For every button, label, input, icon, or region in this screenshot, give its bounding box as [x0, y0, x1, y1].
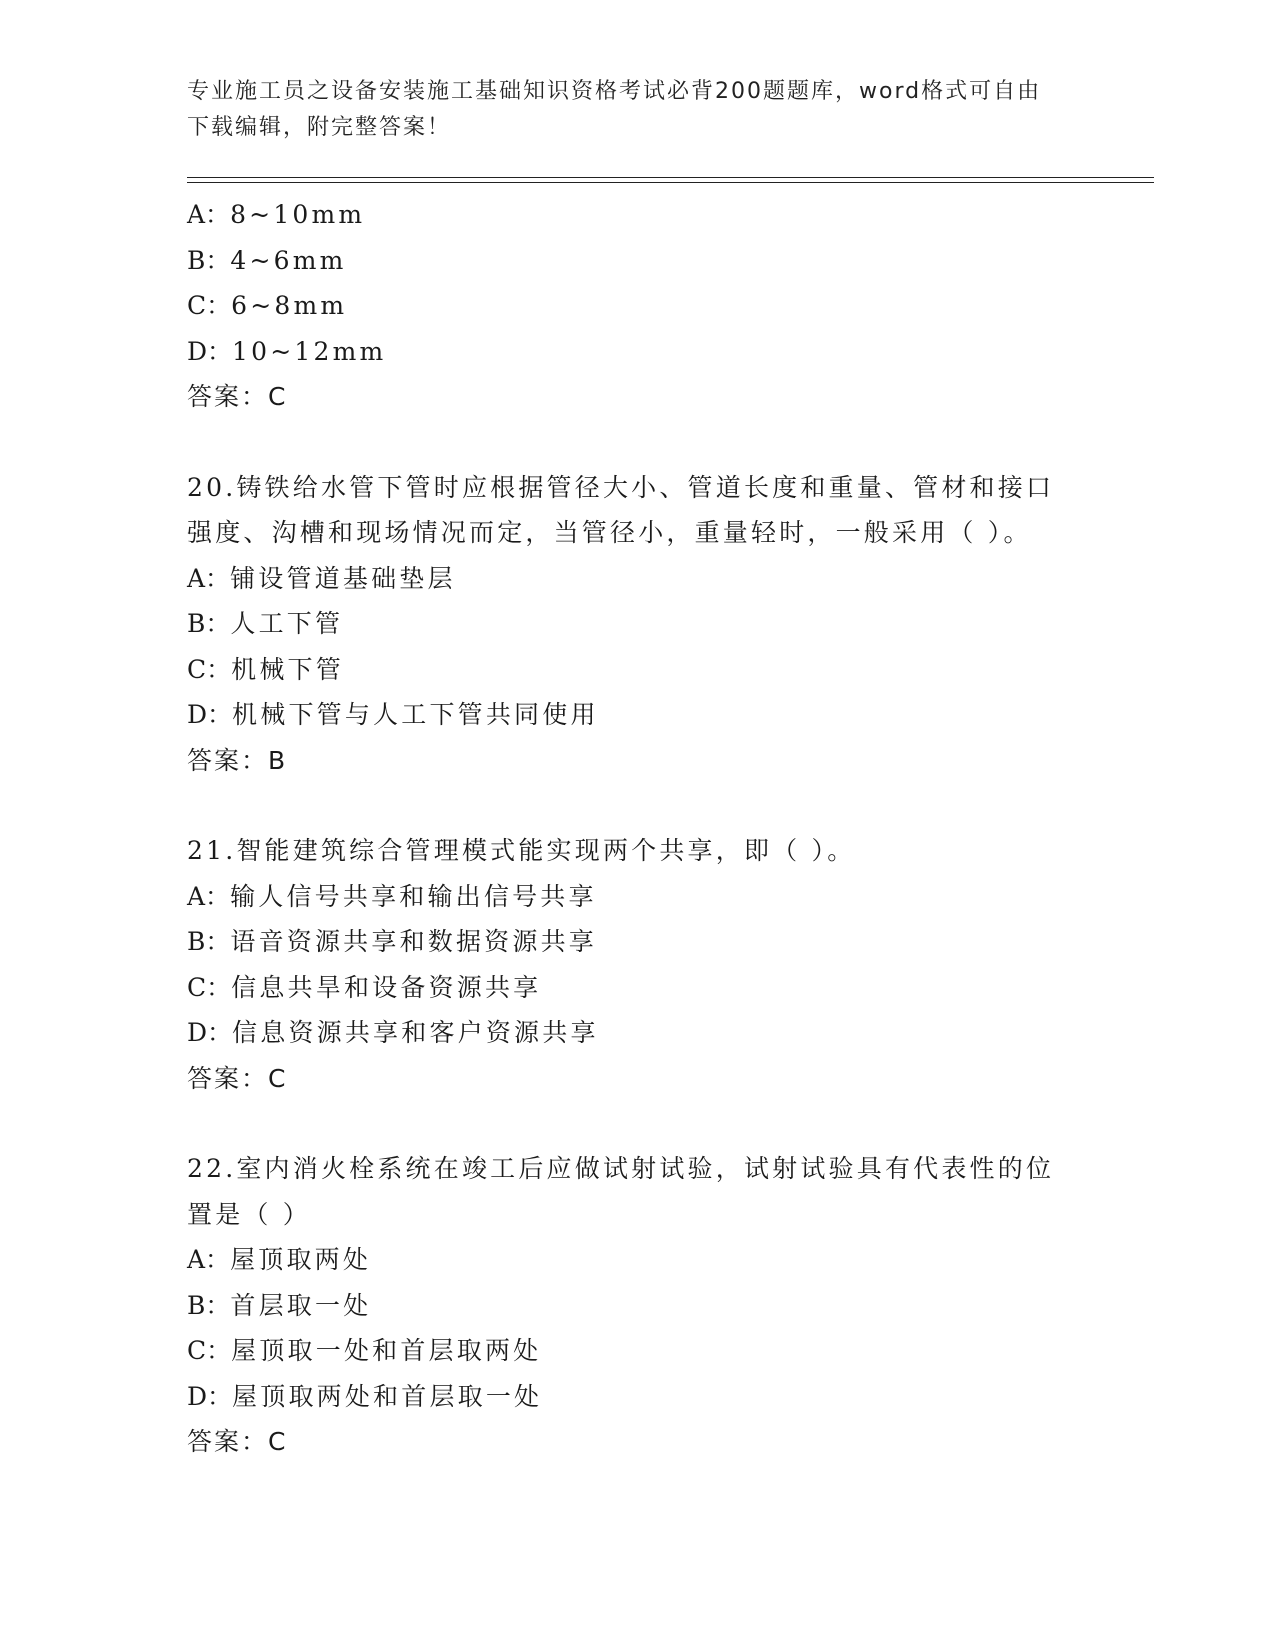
option-b	[187, 1283, 1087, 1329]
option-text: 语音资源共享和数据资源共享	[230, 927, 597, 956]
question-text-line-2: 置是（ ）	[187, 1199, 311, 1229]
option-text: 信息共旱和设备资源共享	[231, 972, 542, 1002]
option-text: 4~6mm	[230, 245, 347, 275]
option-text: 机械下管与人工下管共同使用	[232, 700, 599, 729]
option-c	[187, 965, 1087, 1011]
question-20	[187, 465, 1087, 784]
option-d	[187, 692, 1087, 738]
option-letter: A：	[187, 881, 231, 911]
option-a	[187, 192, 1087, 238]
answer-line: 答案：B	[187, 745, 288, 775]
option-c	[187, 1328, 1087, 1374]
option-letter: C：	[187, 654, 232, 684]
option-d	[187, 1374, 1087, 1420]
option-b	[187, 919, 1087, 965]
option-a	[187, 556, 1087, 602]
option-text: 6~8mm	[231, 291, 348, 320]
option-c	[187, 647, 1087, 693]
question-text-line-2: 强度、沟槽和现场情况而定，当管径小，重量轻时，一般采用（ ）。	[187, 518, 1032, 547]
header-rule-bottom	[187, 182, 1154, 183]
question-text-line-1: 21.智能建筑综合管理模式能实现两个共享，即（ ）。	[187, 836, 856, 865]
option-letter: C：	[187, 1336, 232, 1365]
option-letter: A：	[187, 563, 231, 593]
option-a	[187, 874, 1087, 920]
option-text: 屋顶取一处和首层取两处	[231, 1336, 542, 1365]
document-header	[187, 74, 1067, 146]
option-text: 屋顶取两处	[230, 1245, 372, 1274]
question-21	[187, 828, 1087, 1101]
option-text: 铺设管道基础垫层	[230, 563, 456, 593]
question-22	[187, 1146, 1087, 1465]
header-line-1: 专业施工员之设备安装施工基础知识资格考试必背200题题库，word格式可自由	[187, 79, 1042, 104]
option-letter: B：	[187, 245, 231, 275]
option-letter: A：	[187, 200, 231, 229]
option-text: 人工下管	[230, 609, 344, 638]
option-text: 信息资源共享和客户资源共享	[232, 1018, 599, 1047]
option-letter: B：	[187, 609, 231, 638]
spacer	[187, 420, 1087, 465]
question-19	[187, 192, 1087, 420]
option-letter: D：	[187, 1018, 233, 1047]
spacer	[187, 1101, 1087, 1146]
option-letter: D：	[187, 700, 233, 729]
option-text: 8~10mm	[230, 200, 366, 229]
option-d	[187, 329, 1087, 375]
question-list	[187, 192, 1087, 1465]
option-text: 输人信号共享和输出信号共享	[230, 881, 597, 911]
option-a	[187, 1237, 1087, 1283]
answer-line: 答案：C	[187, 1063, 288, 1093]
option-b	[187, 238, 1087, 284]
question-text-line-1: 20.铸铁给水管下管时应根据管径大小、管道长度和重量、管材和接口	[187, 472, 1055, 502]
option-letter: C：	[187, 291, 232, 320]
spacer	[187, 783, 1087, 828]
option-text: 首层取一处	[230, 1290, 372, 1320]
question-text-line-1: 22.室内消火栓系统在竣工后应做试射试验，试射试验具有代表性的位	[187, 1154, 1055, 1183]
option-letter: B：	[187, 1290, 231, 1320]
option-letter: D：	[187, 336, 233, 366]
answer-line: 答案：C	[187, 382, 288, 411]
option-letter: A：	[187, 1245, 231, 1274]
option-text: 10~12mm	[232, 336, 387, 366]
option-letter: D：	[187, 1381, 233, 1411]
option-text: 机械下管	[231, 654, 344, 684]
header-rule-top	[187, 177, 1154, 178]
option-b	[187, 601, 1087, 647]
header-line-2: 下载编辑，附完整答案！	[187, 115, 452, 140]
option-letter: C：	[187, 972, 232, 1002]
answer-line: 答案：C	[187, 1427, 288, 1456]
option-text: 屋顶取两处和首层取一处	[232, 1381, 543, 1411]
option-c	[187, 283, 1087, 329]
option-d	[187, 1010, 1087, 1056]
option-letter: B：	[187, 927, 231, 956]
